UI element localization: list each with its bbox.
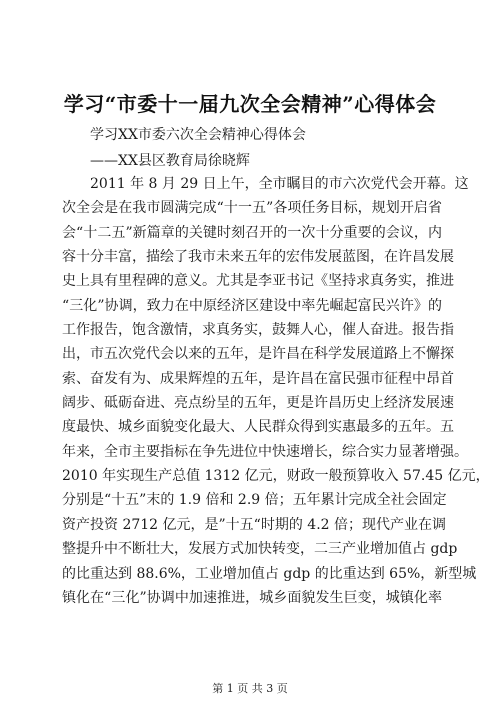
page-number: 第 1 页 共 3 页 xyxy=(212,682,288,695)
body-line: “三化”协调，致力在中原经济区建设中率先崛起富民兴许》的 xyxy=(62,297,442,314)
body-line: 会“十二五”新篇章的关键时刻召开的一次十分重要的会议，内 xyxy=(62,224,442,241)
body-line: 整提升中不断壮大，发展方式加快转变，二三产业增加值占 gdp xyxy=(62,541,458,558)
body-line: 分别是“十五”末的 1.9 倍和 2.9 倍；五年累计完成全社会固定 xyxy=(62,492,447,509)
body-line: 2010 年实现生产总值 1312 亿元，财政一般预算收入 57.45 亿元， xyxy=(62,468,490,485)
body-line: 工作报告，饱含激情，求真务实，鼓舞人心，催人奋进。报告指 xyxy=(62,322,454,339)
body-paragraph xyxy=(62,172,490,610)
body-line: 度最快、城乡面貌变化最大、人民群众得到实惠最多的五年。五 xyxy=(62,419,454,436)
body-line: 的比重达到 88.6%，工业增加值占 gdp 的比重达到 65%，新型城 xyxy=(62,565,477,582)
body-line: 出，市五次党代会以来的五年，是许昌在科学发展道路上不懈探 xyxy=(62,346,454,363)
document-subtitle: 学习XX市委六次全会精神心得体会 xyxy=(90,127,306,143)
body-line: 容十分丰富，描绘了我市未来五年的宏伟发展蓝图，在许昌发展 xyxy=(62,249,454,266)
body-line: 索、奋发有为、成果辉煌的五年，是许昌在富民强市征程中昂首 xyxy=(62,370,454,387)
body-line: 史上具有里程碑的意义。尤其是李亚书记《坚持求真务实，推进 xyxy=(62,273,454,290)
body-line: 2011 年 8 月 29 日上午，全市瞩目的市六次党代会开幕。这 xyxy=(90,176,469,192)
body-line: 镇化在“三化”协调中加速推进，城乡面貌发生巨变，城镇化率 xyxy=(62,589,442,606)
body-line: 阔步、砥砺奋进、亮点纷呈的五年，更是许昌历史上经济发展速 xyxy=(62,395,454,412)
document-author: ——XX县区教育局徐晓辉 xyxy=(90,153,250,169)
body-line: 年来，全市主要指标在争先进位中快速增长，综合实力显著增强。 xyxy=(62,443,468,460)
body-line: 资产投资 2712 亿元，是”十五“时期的 4.2 倍；现代产业在调 xyxy=(62,516,447,533)
body-line: 次全会是在我市圆满完成“十一五”各项任务目标，规划开启省 xyxy=(62,200,442,217)
document-title: 学习“市委十一届九次全会精神”心得体会 xyxy=(63,92,437,116)
